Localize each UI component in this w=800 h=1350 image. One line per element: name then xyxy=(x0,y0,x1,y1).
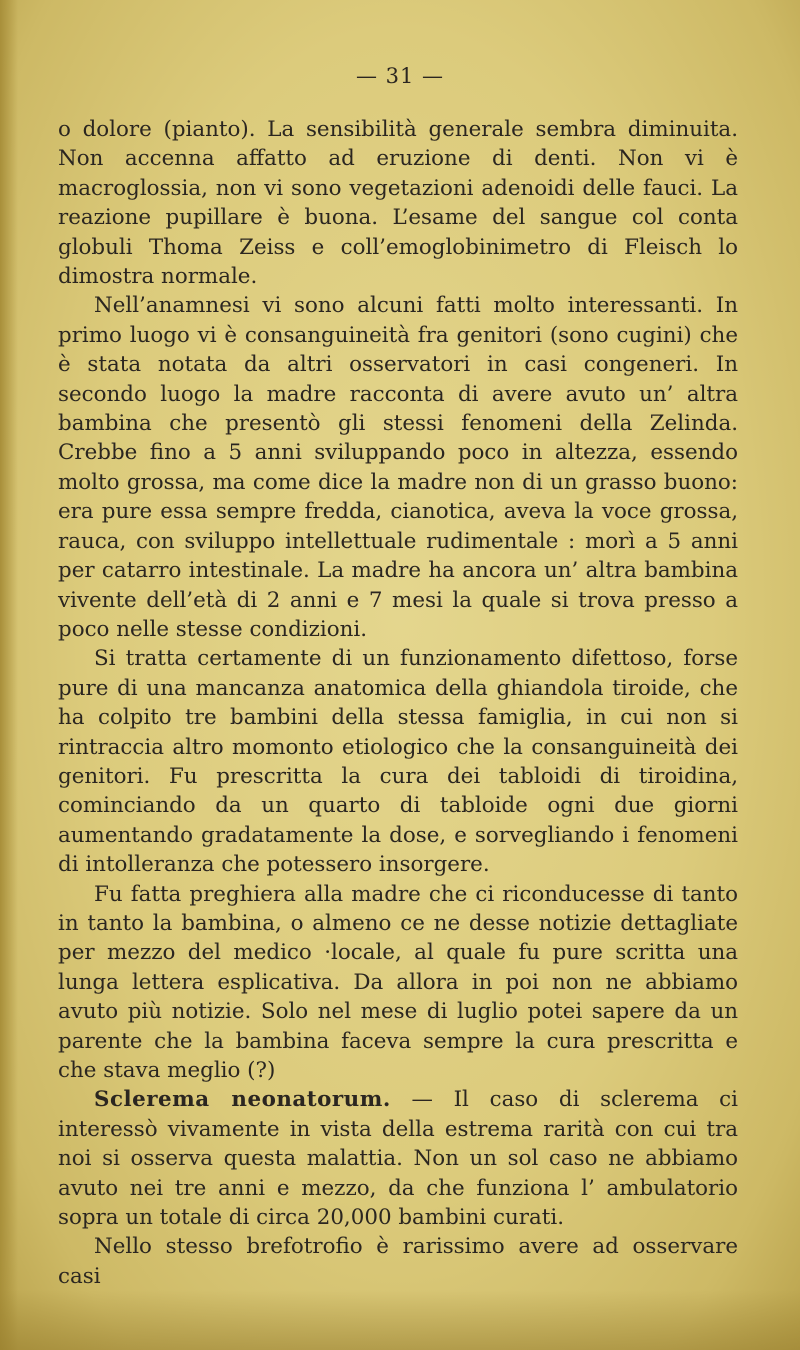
page-bottom-shadow xyxy=(0,1290,800,1350)
paragraph-2: Nell’anamnesi vi sono alcuni fatti molto interessanti. In primo luogo vi è consanguineità fra genitori (sono cugini) che è stata notata da altri osservatori in casi congeneri. In secondo luogo la madre racconta di avere avuto un’ altra bambina che presentò gli stessi fenomeni della Zelinda. Crebbe fino a 5 anni sviluppando poco in altezza, essendo molto grossa, ma come dice la madre non di un grasso buono: era pure essa sempre fredda, cianotica, aveva la voce grossa, rauca, con sviluppo intellettuale rudimentale : morì a 5 anni per catarro intestinale. La madre ha ancora un’ altra bambina vivente dell’età di 2 anni e 7 mesi la quale si trova presso a poco nelle stesse condizioni. xyxy=(58,293,738,642)
section-paragraph xyxy=(58,1085,738,1232)
section-heading: Sclerema neonatorum. xyxy=(94,1087,391,1113)
paragraph-1: o dolore (pianto). La sensibilità generale sembra diminuita. Non accenna affatto ad eruzione di denti. Non vi è macroglossia, non vi sono vegetazioni adenoidi delle fauci. La reazione pupillare è buona. L’esame del sangue col conta globuli Thoma Zeiss e coll’emoglobinimetro di Fleisch lo dimostra normale. xyxy=(58,117,738,290)
section-text: — Il caso di sclerema ci interessò vivamente in vista della estrema rarità con cui tra noi si osserva questa malattia. Non un sol caso ne abbiamo avuto nei tre anni e mezzo, da che funziona l’ ambulatorio sopra un totale di circa 20,000 bambini curati. xyxy=(58,1087,738,1231)
paragraph-3: Si tratta certamente di un funzionamento difettoso, forse pure di una mancanza anatomica della ghiandola tiroide, che ha colpito tre bambini della stessa famiglia, in cui non si rintraccia altro momonto etiologico che la consanguineità dei genitori. Fu prescritta la cura dei tabloidi di tiroidina, cominciando da un quarto di tabloide ogni due giorni aumentando gradatamente la dose, e sorvegliando i fenomeni di intolleranza che potessero insorgere. xyxy=(58,646,738,878)
last-paragraph: Nello stesso brefotrofio è rarissimo avere ad osservare casi xyxy=(58,1234,738,1289)
body-text xyxy=(58,115,738,1291)
page-edge-shadow xyxy=(0,0,18,1350)
page-number: — 31 — xyxy=(355,64,445,88)
paragraph-4: Fu fatta preghiera alla madre che ci riconducesse di tanto in tanto la bambina, o almeno ce ne desse notizie dettagliate per mezzo del medico ·locale, al quale fu pure scritta una lunga lettera esplicativa. Da allora in poi non ne abbiamo avuto più notizie. Solo nel mese di luglio potei sapere da un parente che la bambina faceva sempre la cura prescritta e che stava meglio (?) xyxy=(58,881,738,1083)
